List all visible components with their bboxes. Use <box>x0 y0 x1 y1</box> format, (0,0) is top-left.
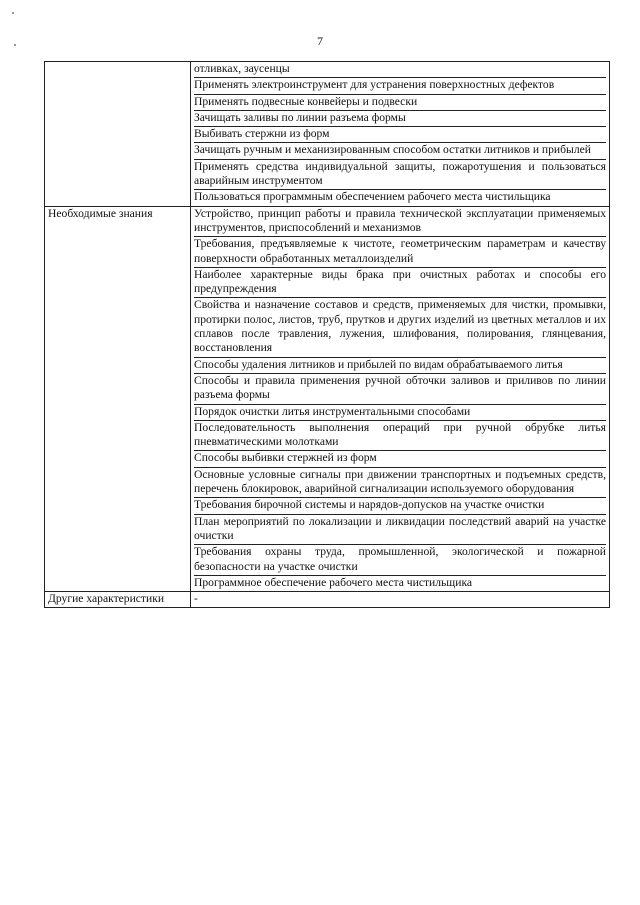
list-item: Пользоваться программным обеспечением рабочего места чистильщика <box>194 190 551 204</box>
scan-speck <box>14 44 16 46</box>
list-item: Способы и правила применения ручной обточки заливов и приливов по линии разъема формы <box>194 373 606 404</box>
table-row <box>45 592 610 608</box>
list-item: Свойства и назначение составов и средств, применяемых для чистки, промывки, протирки полос, листов, труб, прутков и других изделий из цветных металлов и их сплавов после травления, лужения, шлифования, полирования, глянцевания, восстановления <box>194 298 606 357</box>
list-item: отливках, заусенцы <box>194 62 606 78</box>
list-item: Программное обеспечение рабочего места чистильщика <box>194 575 473 589</box>
list-item: Способы выбивки стержней из форм <box>194 451 606 467</box>
row-label: Необходимые знания <box>45 206 191 591</box>
list-item: Требования бирочной системы и нарядов-допусков на участке очистки <box>194 498 606 514</box>
list-item: Применять подвесные конвейеры и подвески <box>194 94 606 110</box>
list-item: Зачищать ручным и механизированным способом остатки литников и прибылей <box>194 143 606 159</box>
list-item: Выбивать стержни из форм <box>194 127 606 143</box>
table-row <box>45 206 610 591</box>
list-item: Требования, предъявляемые к чистоте, геометрическим параметрам и качеству поверхности обработанных металлоизделий <box>194 237 606 268</box>
list-item: - <box>194 592 198 606</box>
list-item: Наиболее характерные виды брака при очистных работах и способы его предупреждения <box>194 267 606 298</box>
list-item: Порядок очистки литья инструментальными способами <box>194 404 606 420</box>
list-item: Основные условные сигналы при движении транспортных и подъемных средств, перечень блокировок, аварийной сигнализации используемого оборудования <box>194 467 606 498</box>
list-item: План мероприятий по локализации и ликвидации последствий аварий на участке очистки <box>194 514 606 545</box>
competency-table <box>44 61 610 608</box>
row-label: Другие характеристики <box>45 592 191 608</box>
list-item: Способы удаления литников и прибылей по видам обрабатываемого литья <box>194 357 606 373</box>
row-label <box>45 62 191 207</box>
row-content <box>191 206 610 591</box>
list-item: Зачищать заливы по линии разъема формы <box>194 110 606 126</box>
list-item: Применять электроинструмент для устранения поверхностных дефектов <box>194 78 606 94</box>
row-content <box>191 592 610 608</box>
row-content <box>191 62 610 207</box>
list-item: Последовательность выполнения операций при ручной обрубке литья пневматическими молотками <box>194 420 606 451</box>
page-number: 7 <box>317 34 323 48</box>
list-item: Применять средства индивидуальной защиты, пожаротушения и пользоваться аварийным инструментом <box>194 159 606 190</box>
table-row <box>45 62 610 207</box>
scan-speck <box>12 12 14 14</box>
list-item: Устройство, принцип работы и правила технической эксплуатации применяемых инструментов, приспособлений и механизмов <box>194 207 606 237</box>
list-item: Требования охраны труда, промышленной, экологической и пожарной безопасности на участке очистки <box>194 545 606 576</box>
